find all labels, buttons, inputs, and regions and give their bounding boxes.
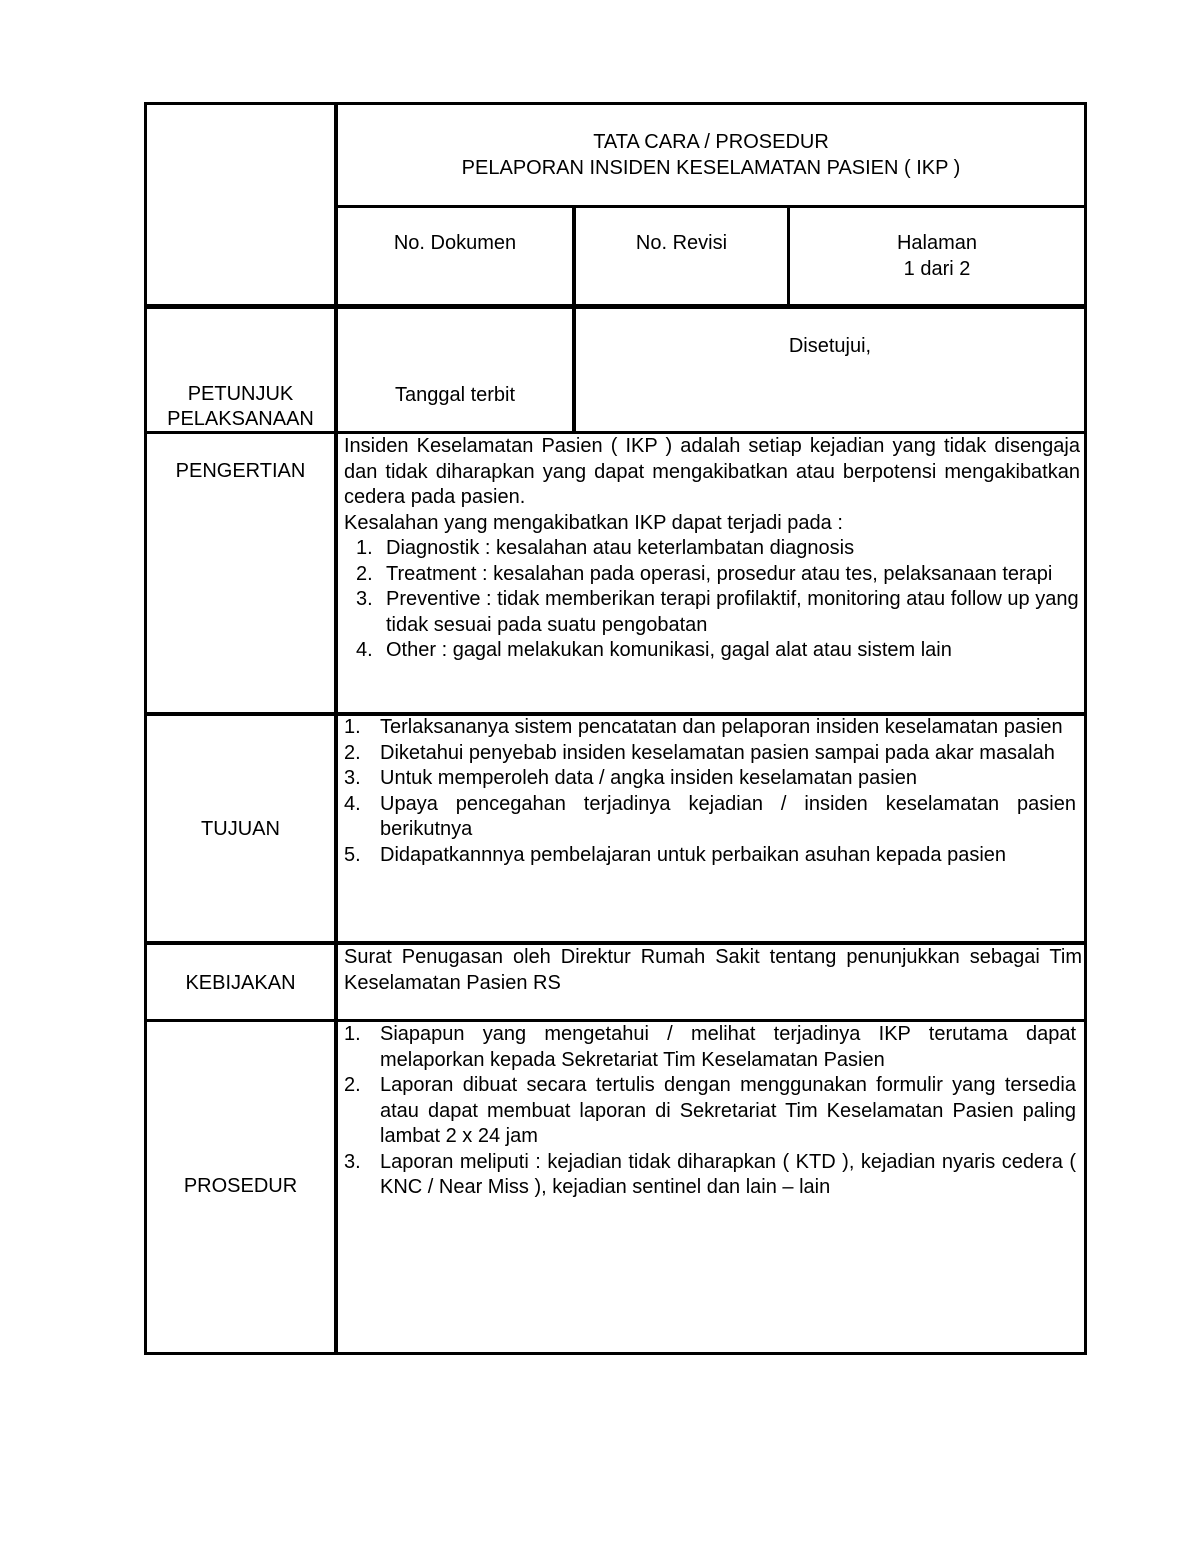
list-item <box>344 1073 1076 1150</box>
list-number: 2. <box>356 562 373 585</box>
list-text: Diketahui penyebab insiden keselamatan pasien sampai pada akar masalah <box>380 741 1055 764</box>
list-item <box>344 741 1076 767</box>
list-number: 3. <box>344 767 361 789</box>
kebijakan-label: KEBIJAKAN <box>185 972 296 994</box>
table-border-top <box>144 102 1087 105</box>
title-line-2: PELAPORAN INSIDEN KESELAMATAN PASIEN ( IKP ) <box>461 157 961 179</box>
divider-title-bottom <box>334 205 1087 208</box>
list-number: 4. <box>356 639 373 661</box>
list-number: 2. <box>344 1074 361 1096</box>
list-text: Upaya pencegahan terjadinya kejadian / insiden keselamatan pasien berikutnya <box>380 792 1076 840</box>
list-number: 2. <box>344 741 361 764</box>
pengertian-content <box>344 434 1080 664</box>
halaman-label: Halaman <box>896 232 978 254</box>
list-number: 4. <box>344 792 361 815</box>
document-title <box>338 129 1084 181</box>
table-border-left <box>144 102 147 1355</box>
list-text: Treatment : kesalahan pada operasi, prosedur atau tes, pelaksanaan terapi <box>386 562 1053 585</box>
list-text: Terlaksananya sistem pencatatan dan pelaporan insiden keselamatan pasien <box>380 716 1063 738</box>
title-line-1: TATA CARA / PROSEDUR <box>593 131 829 153</box>
halaman-value: 1 dari 2 <box>903 258 971 280</box>
petunjuk-line-2: PELAKSANAAN <box>167 408 314 430</box>
prosedur-label: PROSEDUR <box>183 1175 298 1197</box>
list-text: Preventive : tidak memberikan terapi profilaktif, monitoring atau follow up yang tidak sesuai pada suatu pengobatan <box>386 588 1079 636</box>
pengertian-subheading: Kesalahan yang mengakibatkan IKP dapat terjadi pada : <box>344 511 843 534</box>
list-number: 1. <box>356 537 373 559</box>
list-item <box>344 1150 1076 1201</box>
halaman-block <box>790 230 1084 282</box>
divider-dokumen-revisi <box>572 205 576 308</box>
list-item <box>344 715 1076 741</box>
label-column-divider <box>334 102 338 1355</box>
list-text: Untuk memperoleh data / angka insiden keselamatan pasien <box>380 767 917 789</box>
list-text: Diagnostik : kesalahan atau keterlambatan diagnosis <box>386 537 855 559</box>
tanggal-terbit-label: Tanggal terbit <box>394 384 516 406</box>
list-text: Didapatkannnya pembelajaran untuk perbaikan asuhan kepada pasien <box>380 843 1007 866</box>
prosedur-list <box>344 1022 1076 1201</box>
no-revisi-label: No. Revisi <box>635 232 728 254</box>
no-dokumen-label: No. Dokumen <box>393 232 517 254</box>
list-item <box>356 587 1080 638</box>
divider-tanggal-disetujui <box>572 304 576 434</box>
list-text: Laporan meliputi : kejadian tidak diharapkan ( KTD ), kejadian nyaris cedera ( KNC / Near Miss ), kejadian sentinel dan lain – lain <box>380 1150 1076 1198</box>
list-number: 1. <box>344 1023 361 1045</box>
petunjuk-pelaksanaan-label <box>147 382 334 432</box>
list-item <box>356 536 1080 562</box>
list-number: 3. <box>344 1150 361 1173</box>
list-item <box>356 638 1080 664</box>
list-text: Siapapun yang mengetahui / melihat terjadinya IKP terutama dapat melaporkan kepada Sekretariat Tim Keselamatan Pasien <box>380 1023 1076 1071</box>
tujuan-list <box>344 715 1076 868</box>
pengertian-paragraph: Insiden Keselamatan Pasien ( IKP ) adalah setiap kejadian yang tidak disengaja dan tidak diharapkan yang dapat mengakibatkan atau berpotensi mengakibatkan cedera pada pasien. <box>344 435 1080 508</box>
petunjuk-line-1: PETUNJUK <box>187 383 294 405</box>
tujuan-content <box>344 715 1076 868</box>
list-item <box>344 843 1076 869</box>
tujuan-label: TUJUAN <box>201 818 280 840</box>
list-number: 1. <box>344 716 361 738</box>
divider-header-block <box>144 304 1087 309</box>
kebijakan-text: Surat Penugasan oleh Direktur Rumah Sakit tentang penunjukkan sebagai Tim Keselamatan Pasien RS <box>344 946 1082 994</box>
kebijakan-content <box>344 945 1082 996</box>
table-border-bottom <box>144 1352 1087 1355</box>
pengertian-list <box>344 536 1080 664</box>
list-number: 3. <box>356 588 373 610</box>
pengertian-label: PENGERTIAN <box>175 460 306 482</box>
list-item <box>344 792 1076 843</box>
list-text: Other : gagal melakukan komunikasi, gagal alat atau sistem lain <box>386 639 952 661</box>
disetujui-label: Disetujui, <box>788 335 872 357</box>
list-item <box>356 562 1080 588</box>
list-item <box>344 766 1076 792</box>
list-text: Laporan dibuat secara tertulis dengan menggunakan formulir yang tersedia atau dapat membuat laporan di Sekretariat Tim Keselamatan Pasien paling lambat 2 x 24 jam <box>380 1074 1076 1147</box>
prosedur-content <box>344 1022 1076 1201</box>
list-number: 5. <box>344 843 361 866</box>
table-border-right <box>1084 102 1087 1355</box>
list-item <box>344 1022 1076 1073</box>
